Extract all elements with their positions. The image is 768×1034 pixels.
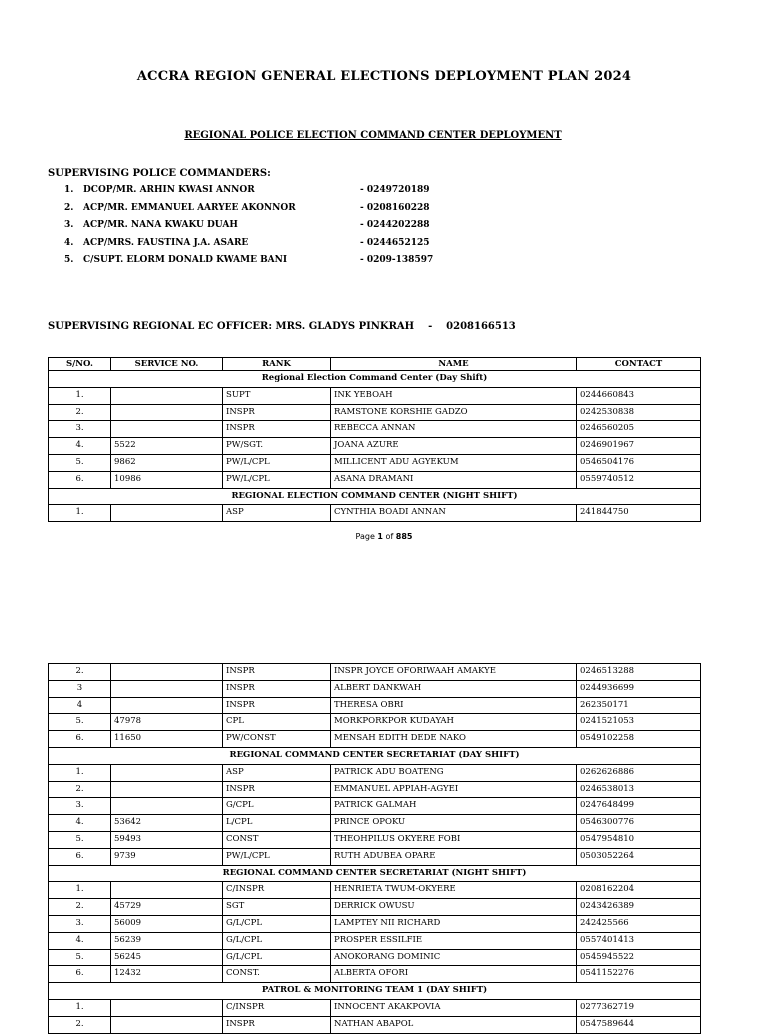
cell-rank: CONST. <box>223 966 331 983</box>
commander-number: 4. <box>64 237 74 248</box>
cell-contact: 241844750 <box>577 505 701 522</box>
commander-number: 5. <box>64 255 74 265</box>
cell-sno: 6. <box>49 966 111 983</box>
cell-service-no <box>111 1016 223 1033</box>
cell-name: THEOHPILUS OKYERE FOBI <box>331 831 577 848</box>
cell-service-no: 5522 <box>111 438 223 455</box>
commander-phone: - 0249720189 <box>360 185 430 195</box>
cell-service-no <box>111 664 223 681</box>
header-rank: RANK <box>223 358 331 371</box>
cell-name: HENRIETA TWUM-OKYERE <box>331 882 577 899</box>
cell-contact: 0246901967 <box>577 438 701 455</box>
cell-service-no <box>111 505 223 522</box>
cell-rank: PW/L/CPL <box>223 471 331 488</box>
table-row <box>49 915 701 932</box>
ec-officer-separator: - <box>428 321 433 332</box>
table-row <box>49 764 701 781</box>
cell-sno: 6. <box>49 471 111 488</box>
table-row <box>49 949 701 966</box>
cell-rank: L/CPL <box>223 815 331 832</box>
cell-contact: 0246560205 <box>577 421 701 438</box>
cell-sno: 1. <box>49 999 111 1016</box>
table-row <box>49 781 701 798</box>
cell-rank: SUPT <box>223 387 331 404</box>
cell-service-no: 53642 <box>111 815 223 832</box>
deployment-table-page2 <box>48 663 701 1034</box>
cell-service-no: 10986 <box>111 471 223 488</box>
footer-prefix: Page <box>355 532 378 541</box>
ec-officer-phone: 0208166513 <box>446 321 516 332</box>
cell-name: JOANA AZURE <box>331 438 577 455</box>
cell-service-no: 59493 <box>111 831 223 848</box>
commander-phone: - 0209-138597 <box>360 255 434 265</box>
cell-contact: 0247648499 <box>577 798 701 815</box>
table-row <box>49 882 701 899</box>
cell-rank: INSPR <box>223 421 331 438</box>
cell-sno: 3. <box>49 915 111 932</box>
cell-name: EMMANUEL APPIAH-AGYEI <box>331 781 577 798</box>
cell-rank: PW/L/CPL <box>223 454 331 471</box>
section-row <box>49 488 701 505</box>
cell-service-no <box>111 680 223 697</box>
footer-page-number: 1 <box>377 532 383 541</box>
cell-contact: 0208162204 <box>577 882 701 899</box>
cell-rank: INSPR <box>223 697 331 714</box>
cell-name: PRINCE OPOKU <box>331 815 577 832</box>
cell-service-no <box>111 404 223 421</box>
cell-rank: G/CPL <box>223 798 331 815</box>
section-title: REGIONAL ELECTION COMMAND CENTER (NIGHT SHIFT) <box>49 488 701 505</box>
cell-sno: 5. <box>49 949 111 966</box>
cell-sno: 5. <box>49 714 111 731</box>
cell-name: INSPR JOYCE OFORIWAAH AMAKYE <box>331 664 577 681</box>
commanders-list <box>64 185 484 273</box>
commander-item <box>64 238 484 256</box>
table-row <box>49 680 701 697</box>
table-row <box>49 798 701 815</box>
cell-contact: 0546504176 <box>577 454 701 471</box>
cell-service-no: 9862 <box>111 454 223 471</box>
cell-contact: 262350171 <box>577 697 701 714</box>
cell-rank: G/L/CPL <box>223 949 331 966</box>
cell-contact: 0557401413 <box>577 932 701 949</box>
cell-rank: ASP <box>223 505 331 522</box>
commander-item <box>64 185 484 203</box>
cell-contact: 0262626886 <box>577 764 701 781</box>
cell-sno: 2. <box>49 404 111 421</box>
commander-number: 2. <box>64 202 74 213</box>
cell-service-no <box>111 999 223 1016</box>
cell-sno: 4. <box>49 438 111 455</box>
cell-sno: 3 <box>49 680 111 697</box>
table-row <box>49 966 701 983</box>
cell-rank: PW/L/CPL <box>223 848 331 865</box>
cell-rank: C/INSPR <box>223 882 331 899</box>
cell-service-no: 45729 <box>111 899 223 916</box>
commander-item <box>64 220 484 238</box>
cell-name: ALBERTA OFORI <box>331 966 577 983</box>
table-row <box>49 505 701 522</box>
section-row <box>49 371 701 388</box>
table-row <box>49 831 701 848</box>
cell-sno: 1. <box>49 764 111 781</box>
cell-sno: 3. <box>49 421 111 438</box>
cell-service-no <box>111 421 223 438</box>
cell-name: ALBERT DANKWAH <box>331 680 577 697</box>
cell-sno: 4. <box>49 932 111 949</box>
cell-sno: 4. <box>49 815 111 832</box>
cell-contact: 0242530838 <box>577 404 701 421</box>
cell-contact: 0547589644 <box>577 1016 701 1033</box>
commander-name: C/SUPT. ELORM DONALD KWAME BANI <box>83 255 288 265</box>
table-row <box>49 999 701 1016</box>
cell-name: MENSAH EDITH DEDE NAKO <box>331 731 577 748</box>
cell-name: MORKPORKPOR KUDAYAH <box>331 714 577 731</box>
cell-sno: 1. <box>49 505 111 522</box>
cell-rank: CONST <box>223 831 331 848</box>
cell-contact: 0545945522 <box>577 949 701 966</box>
section-row <box>49 865 701 882</box>
table-row <box>49 454 701 471</box>
table-row <box>49 815 701 832</box>
cell-service-no: 9739 <box>111 848 223 865</box>
table-row <box>49 471 701 488</box>
cell-name: INNOCENT AKAKPOVIA <box>331 999 577 1016</box>
cell-name: INK YEBOAH <box>331 387 577 404</box>
cell-rank: PW/CONST <box>223 731 331 748</box>
cell-rank: G/L/CPL <box>223 932 331 949</box>
cell-name: THERESA OBRI <box>331 697 577 714</box>
commander-phone: - 0208160228 <box>360 202 430 213</box>
cell-contact: 0277362719 <box>577 999 701 1016</box>
cell-service-no: 47978 <box>111 714 223 731</box>
ec-officer-label: SUPERVISING REGIONAL EC OFFICER: MRS. GLADYS PINKRAH <box>48 321 415 332</box>
table-row <box>49 387 701 404</box>
cell-name: LAMPTEY NII RICHARD <box>331 915 577 932</box>
table-row <box>49 404 701 421</box>
cell-sno: 6. <box>49 848 111 865</box>
table-row <box>49 714 701 731</box>
cell-sno: 1. <box>49 387 111 404</box>
cell-name: DERRICK OWUSU <box>331 899 577 916</box>
section-title: REGIONAL COMMAND CENTER SECRETARIAT (NIGHT SHIFT) <box>49 865 701 882</box>
cell-contact: 0549102258 <box>577 731 701 748</box>
section-row <box>49 747 701 764</box>
cell-sno: 5. <box>49 454 111 471</box>
commanders-heading: SUPERVISING POLICE COMMANDERS: <box>48 168 271 179</box>
cell-contact: 242425566 <box>577 915 701 932</box>
table-row <box>49 899 701 916</box>
table-row <box>49 932 701 949</box>
cell-sno: 4 <box>49 697 111 714</box>
cell-name: NATHAN ABAPOL <box>331 1016 577 1033</box>
section-title: PATROL & MONITORING TEAM 1 (DAY SHIFT) <box>49 983 701 1000</box>
section-subtitle: REGIONAL POLICE ELECTION COMMAND CENTER DEPLOYMENT <box>184 130 562 141</box>
commander-number: 3. <box>64 220 74 230</box>
ec-officer-line <box>48 321 516 332</box>
cell-rank: PW/SGT. <box>223 438 331 455</box>
table-row <box>49 848 701 865</box>
cell-rank: INSPR <box>223 404 331 421</box>
section-row <box>49 983 701 1000</box>
cell-rank: ASP <box>223 764 331 781</box>
header-service-no: SERVICE NO. <box>111 358 223 371</box>
cell-contact: 0243426389 <box>577 899 701 916</box>
footer-middle: of <box>383 532 396 541</box>
table-row <box>49 731 701 748</box>
cell-service-no: 56239 <box>111 932 223 949</box>
cell-contact: 0246538013 <box>577 781 701 798</box>
cell-contact: 0244936699 <box>577 680 701 697</box>
cell-name: RUTH ADUBEA OPARE <box>331 848 577 865</box>
cell-service-no <box>111 764 223 781</box>
cell-rank: G/L/CPL <box>223 915 331 932</box>
page-footer <box>0 532 768 541</box>
header-sno: S/NO. <box>49 358 111 371</box>
commander-item <box>64 255 484 273</box>
document-title: ACCRA REGION GENERAL ELECTIONS DEPLOYMENT PLAN 2024 <box>136 69 632 84</box>
cell-contact: 0244660843 <box>577 387 701 404</box>
cell-rank: C/INSPR <box>223 999 331 1016</box>
commander-name: ACP/MRS. FAUSTINA J.A. ASARE <box>83 237 249 248</box>
cell-contact: 0241521053 <box>577 714 701 731</box>
cell-name: PATRICK ADU BOATENG <box>331 764 577 781</box>
table-row <box>49 421 701 438</box>
section-title: REGIONAL COMMAND CENTER SECRETARIAT (DAY SHIFT) <box>49 747 701 764</box>
cell-name: ANOKORANG DOMINIC <box>331 949 577 966</box>
table-row <box>49 697 701 714</box>
commander-number: 1. <box>64 185 74 195</box>
header-name: NAME <box>331 358 577 371</box>
cell-name: PATRICK GALMAH <box>331 798 577 815</box>
cell-sno: 5. <box>49 831 111 848</box>
commander-phone: - 0244652125 <box>360 237 430 248</box>
cell-sno: 1. <box>49 882 111 899</box>
cell-contact: 0503052264 <box>577 848 701 865</box>
cell-rank: INSPR <box>223 781 331 798</box>
cell-name: CYNTHIA BOADI ANNAN <box>331 505 577 522</box>
cell-service-no <box>111 697 223 714</box>
cell-name: RAMSTONE KORSHIE GADZO <box>331 404 577 421</box>
cell-sno: 3. <box>49 798 111 815</box>
cell-service-no: 12432 <box>111 966 223 983</box>
commander-phone: - 0244202288 <box>360 220 430 230</box>
cell-sno: 2. <box>49 664 111 681</box>
deployment-table-page1 <box>48 357 701 522</box>
cell-sno: 2. <box>49 1016 111 1033</box>
cell-contact: 0546300776 <box>577 815 701 832</box>
commander-name: ACP/MR. NANA KWAKU DUAH <box>83 220 238 230</box>
cell-rank: CPL <box>223 714 331 731</box>
cell-rank: SGT <box>223 899 331 916</box>
cell-contact: 0541152276 <box>577 966 701 983</box>
commander-name: DCOP/MR. ARHIN KWASI ANNOR <box>83 185 255 195</box>
table-row <box>49 438 701 455</box>
table-header-row <box>49 358 701 371</box>
table-row <box>49 664 701 681</box>
cell-service-no <box>111 781 223 798</box>
cell-rank: INSPR <box>223 1016 331 1033</box>
cell-name: REBECCA ANNAN <box>331 421 577 438</box>
cell-sno: 2. <box>49 781 111 798</box>
cell-service-no: 11650 <box>111 731 223 748</box>
cell-service-no <box>111 387 223 404</box>
cell-contact: 0547954810 <box>577 831 701 848</box>
table-row <box>49 1016 701 1033</box>
section-title: Regional Election Command Center (Day Shift) <box>49 371 701 388</box>
cell-sno: 2. <box>49 899 111 916</box>
cell-service-no <box>111 882 223 899</box>
cell-contact: 0559740512 <box>577 471 701 488</box>
cell-service-no <box>111 798 223 815</box>
cell-name: PROSPER ESSILFIE <box>331 932 577 949</box>
commander-name: ACP/MR. EMMANUEL AARYEE AKONNOR <box>83 202 296 213</box>
cell-name: MILLICENT ADU AGYEKUM <box>331 454 577 471</box>
footer-page-total: 885 <box>395 532 413 541</box>
cell-sno: 6. <box>49 731 111 748</box>
header-contact: CONTACT <box>577 358 701 371</box>
cell-contact: 0246513288 <box>577 664 701 681</box>
cell-service-no: 56009 <box>111 915 223 932</box>
cell-service-no: 56245 <box>111 949 223 966</box>
cell-name: ASANA DRAMANI <box>331 471 577 488</box>
cell-rank: INSPR <box>223 664 331 681</box>
cell-rank: INSPR <box>223 680 331 697</box>
commander-item <box>64 203 484 221</box>
